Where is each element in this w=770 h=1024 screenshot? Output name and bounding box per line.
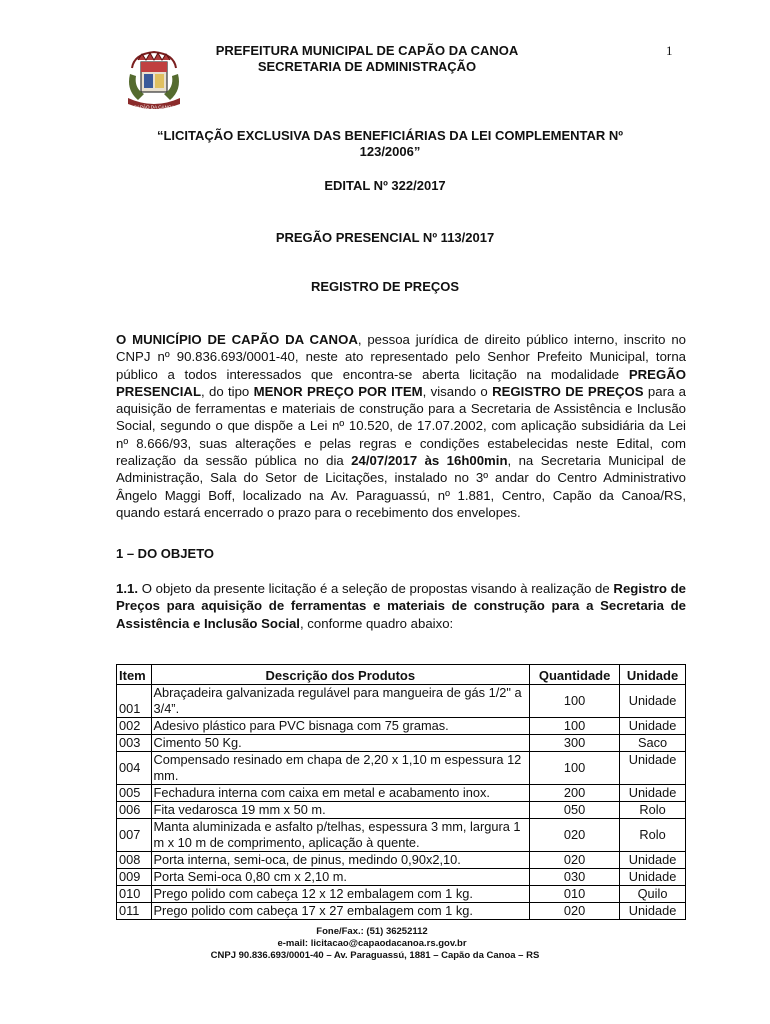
cell-quantity: 010 bbox=[530, 886, 620, 903]
table-row bbox=[117, 869, 686, 886]
exclusive-bidding-title: “LICITAÇÃO EXCLUSIVA DAS BENEFICIÁRIAS DA LEI COMPLEMENTAR Nº 123/2006” bbox=[156, 128, 623, 159]
cell-unit: Unidade bbox=[620, 718, 686, 735]
cell-description: Adesivo plástico para PVC bisnaga com 75 gramas. bbox=[151, 718, 530, 735]
cell-unit: Unidade bbox=[620, 685, 686, 718]
table-row bbox=[117, 903, 686, 920]
edital-title: EDITAL Nº 322/2017 bbox=[324, 178, 446, 193]
object-paragraph: 1.1. O objeto da presente licitação é a seleção de propostas visando à realização de Registro de Preços para aquisição de ferramentas e materiais de construção para a Secretaria de Assistência e Inclusão Social, conforme quadro abaixo: bbox=[116, 581, 686, 631]
table-row bbox=[117, 819, 686, 852]
cell-quantity: 020 bbox=[530, 903, 620, 920]
cell-description: Compensado resinado em chapa de 2,20 x 1,10 m espessura 12 mm. bbox=[151, 752, 530, 785]
cell-item: 006 bbox=[117, 802, 152, 819]
footer-phone: Fone/Fax.: (51) 36252112 bbox=[316, 926, 428, 937]
footer-email: e-mail: licitacao@capaodacanoa.rs.gov.br bbox=[277, 938, 467, 949]
cell-quantity: 020 bbox=[530, 852, 620, 869]
cell-quantity: 020 bbox=[530, 819, 620, 852]
table-row bbox=[117, 735, 686, 752]
footer-address: CNPJ 90.836.693/0001-40 – Av. Paraguassú, 1881 – Capão da Canoa – RS bbox=[210, 950, 540, 961]
cell-description: Porta Semi-oca 0,80 cm x 2,10 m. bbox=[151, 869, 530, 886]
intro-paragraph: O MUNICÍPIO DE CAPÃO DA CANOA, pessoa jurídica de direito público interno, inscrito no CNPJ nº 90.836.693/0001-40, neste ato representado pelo Senhor Prefeito Municipal, torna público a todos interessados que encontra-se aberta licitação na modalidade PREGÃO PRESENCIAL, do tipo MENOR PREÇO POR ITEM, visando o REGISTRO DE PREÇOS para a aquisição de ferramentas e materiais de construção para a Secretaria de Assistência e Inclusão Social, segundo o que dispõe a Lei nº 10.520, de 17.07.2002, com aplicação subsidiária da Lei nº 8.666/93, suas alterações e pelas regras e condições estabelecidas neste Edital, com realização da sessão pública no dia 24/07/2017 às 16h00min, na Secretaria Municipal de Administração, Sala do Setor de Licitações, instalado no 3º andar do Centro Administrativo Ângelo Maggi Boff, localizado na Av. Paraguassú, nº 1.881, Centro, Capão da Canoa/RS, quando estará encerrado o prazo para o recebimento dos envelopes. bbox=[116, 332, 687, 520]
column-header-item: Item bbox=[117, 665, 152, 685]
products-table bbox=[116, 664, 686, 920]
cell-item: 009 bbox=[117, 869, 152, 886]
cell-quantity: 100 bbox=[530, 685, 620, 718]
table-row bbox=[117, 802, 686, 819]
registro-title: REGISTRO DE PREÇOS bbox=[310, 279, 460, 294]
cell-quantity: 300 bbox=[530, 735, 620, 752]
table-row bbox=[117, 886, 686, 903]
table-row bbox=[117, 752, 686, 785]
cell-unit: Saco bbox=[620, 735, 686, 752]
cell-description: Abraçadeira galvanizada regulável para mangueira de gás 1/2" a 3/4”. bbox=[151, 685, 530, 718]
svg-text:CAPÃO DA CANOA: CAPÃO DA CANOA bbox=[133, 104, 175, 110]
cell-item: 005 bbox=[117, 785, 152, 802]
section-heading-object: 1 – DO OBJETO bbox=[116, 546, 215, 561]
cell-quantity: 200 bbox=[530, 785, 620, 802]
cell-item: 008 bbox=[117, 852, 152, 869]
page-number: 1 bbox=[666, 43, 673, 58]
header-subtitle: SECRETARIA DE ADMINISTRAÇÃO bbox=[257, 59, 477, 74]
cell-description: Fechadura interna com caixa em metal e acabamento inox. bbox=[151, 785, 530, 802]
column-header-unit: Unidade bbox=[620, 665, 686, 685]
cell-unit: Unidade bbox=[620, 903, 686, 920]
cell-item: 011 bbox=[117, 903, 152, 920]
table-row bbox=[117, 785, 686, 802]
cell-item: 007 bbox=[117, 819, 152, 852]
cell-unit: Unidade bbox=[620, 752, 686, 785]
cell-item: 002 bbox=[117, 718, 152, 735]
cell-item: 004 bbox=[117, 752, 152, 785]
table-header-row bbox=[117, 665, 686, 685]
cell-quantity: 100 bbox=[530, 752, 620, 785]
table-row bbox=[117, 718, 686, 735]
pregao-title: PREGÃO PRESENCIAL Nº 113/2017 bbox=[275, 230, 495, 245]
cell-item: 001 bbox=[117, 685, 152, 718]
column-header-quantity: Quantidade bbox=[530, 665, 620, 685]
cell-unit: Unidade bbox=[620, 852, 686, 869]
cell-item: 003 bbox=[117, 735, 152, 752]
cell-description: Prego polido com cabeça 12 x 12 embalagem com 1 kg. bbox=[151, 886, 530, 903]
cell-description: Cimento 50 Kg. bbox=[151, 735, 530, 752]
cell-quantity: 100 bbox=[530, 718, 620, 735]
cell-unit: Rolo bbox=[620, 819, 686, 852]
cell-unit: Unidade bbox=[620, 869, 686, 886]
cell-description: Porta interna, semi-oca, de pinus, medindo 0,90x2,10. bbox=[151, 852, 530, 869]
cell-unit: Quilo bbox=[620, 886, 686, 903]
cell-quantity: 030 bbox=[530, 869, 620, 886]
cell-unit: Unidade bbox=[620, 785, 686, 802]
table-row bbox=[117, 685, 686, 718]
cell-description: Fita vedarosca 19 mm x 50 m. bbox=[151, 802, 530, 819]
column-header-description: Descrição dos Produtos bbox=[151, 665, 530, 685]
table-row bbox=[117, 852, 686, 869]
cell-description: Manta aluminizada e asfalto p/telhas, espessura 3 mm, largura 1 m x 10 m de comprimento, aplicação à quente. bbox=[151, 819, 530, 852]
cell-item: 010 bbox=[117, 886, 152, 903]
cell-quantity: 050 bbox=[530, 802, 620, 819]
header-title: PREFEITURA MUNICIPAL DE CAPÃO DA CANOA bbox=[215, 43, 519, 58]
cell-unit: Rolo bbox=[620, 802, 686, 819]
cell-description: Prego polido com cabeça 17 x 27 embalagem com 1 kg. bbox=[151, 903, 530, 920]
